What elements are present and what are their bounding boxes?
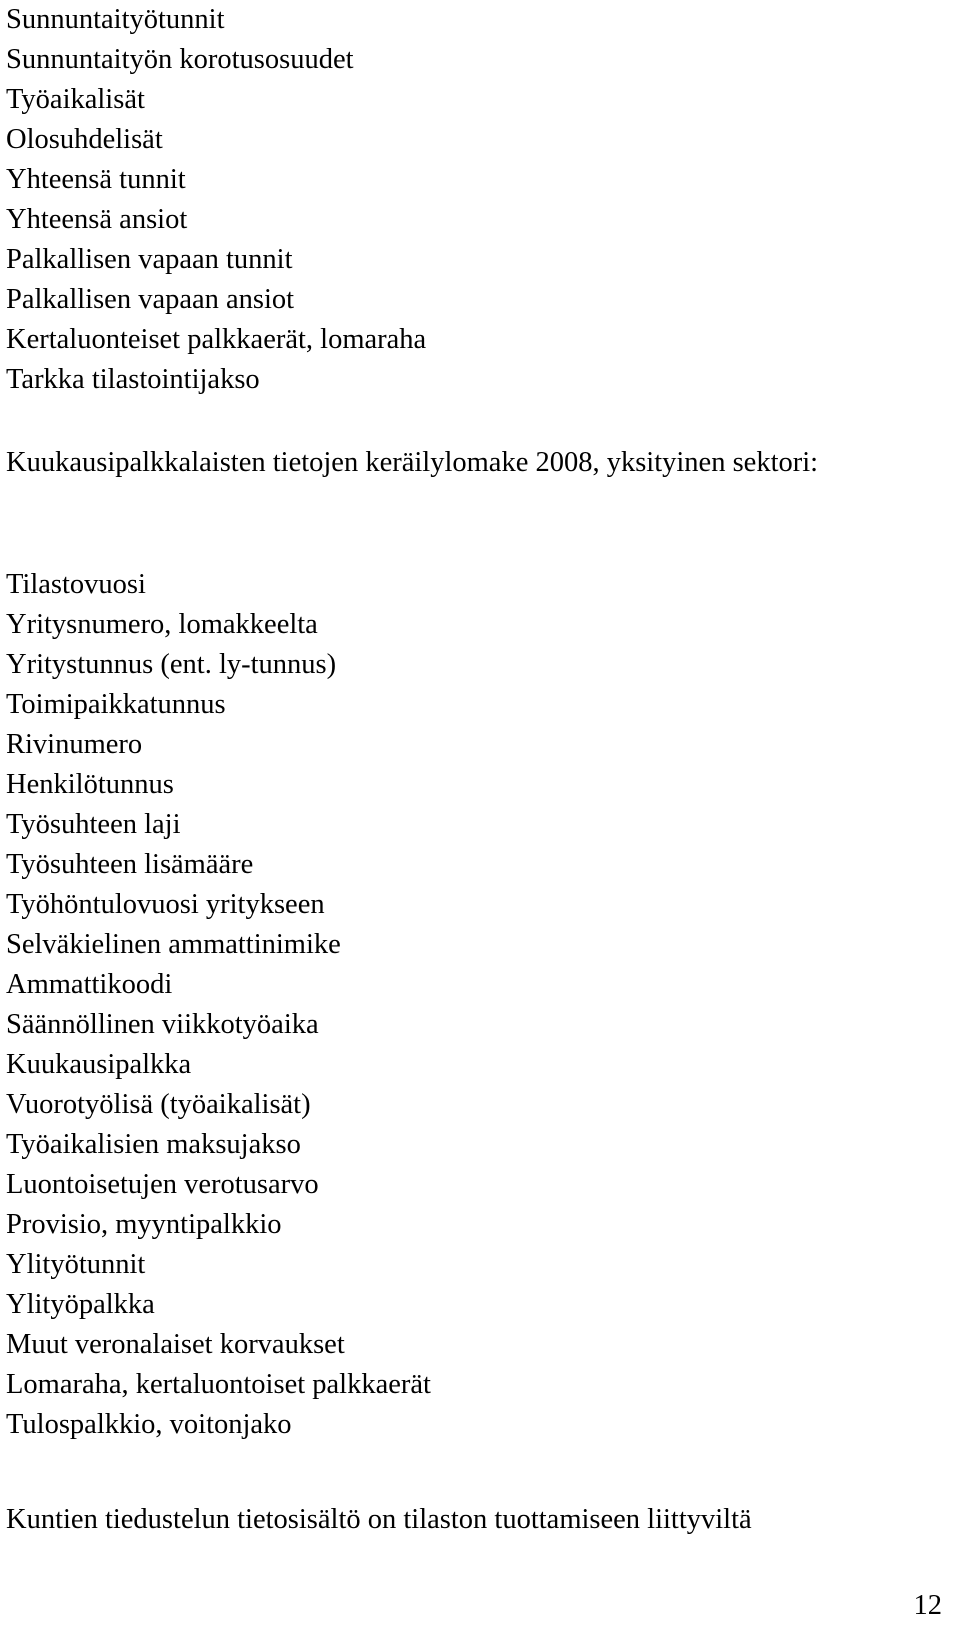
list-item: Yhteensä tunnit xyxy=(6,164,186,195)
list-item: Kertaluonteiset palkkaerät, lomaraha xyxy=(6,324,427,355)
list-item: Toimipaikkatunnus xyxy=(6,689,226,720)
section-heading-block xyxy=(6,443,906,483)
list-item: Lomaraha, kertaluontoiset palkkaerät xyxy=(6,1369,431,1400)
list-item: Työaikalisät xyxy=(6,84,145,115)
list-item: Tarkka tilastointijakso xyxy=(6,364,260,395)
list-item: Luontoisetujen verotusarvo xyxy=(6,1169,319,1200)
list-item: Säännöllinen viikkotyöaika xyxy=(6,1009,319,1040)
list-item: Olosuhdelisät xyxy=(6,124,163,155)
list-item: Yritystunnus (ent. ly-tunnus) xyxy=(6,649,337,680)
list-item: Palkallisen vapaan ansiot xyxy=(6,284,295,315)
list-item: Kuukausipalkka xyxy=(6,1049,192,1080)
list-item: Selväkielinen ammattinimike xyxy=(6,929,341,960)
list-item: Sunnuntaityötunnit xyxy=(6,4,225,35)
list-item: Vuorotyölisä (työaikalisät) xyxy=(6,1089,311,1120)
list-item: Tulospalkkio, voitonjako xyxy=(6,1409,292,1440)
list-item: Yhteensä ansiot xyxy=(6,204,188,235)
list-item: Muut veronalaiset korvaukset xyxy=(6,1329,345,1360)
list-item: Työsuhteen lisämääre xyxy=(6,849,254,880)
section-heading: Kuukausipalkkalaisten tietojen keräilylomake 2008, yksityinen sektori: xyxy=(6,447,819,478)
list-item: Työhöntulovuosi yritykseen xyxy=(6,889,325,920)
list-item: Sunnuntaityön korotusosuudet xyxy=(6,44,354,75)
list-item: Ylityötunnit xyxy=(6,1249,146,1280)
list-item: Työsuhteen laji xyxy=(6,809,181,840)
list-item: Tilastovuosi xyxy=(6,569,146,600)
list-item: Henkilötunnus xyxy=(6,769,174,800)
list-item: Yritysnumero, lomakkeelta xyxy=(6,609,318,640)
list-item: Provisio, myyntipalkkio xyxy=(6,1209,282,1240)
paragraph-text: Kuntien tiedustelun tietosisältö on tilaston tuottamiseen liittyviltä xyxy=(6,1504,752,1535)
field-list-private-sector xyxy=(6,565,431,1445)
list-item: Työaikalisien maksujakso xyxy=(6,1129,301,1160)
page-number: 12 xyxy=(913,1590,942,1621)
list-item: Palkallisen vapaan tunnit xyxy=(6,244,293,275)
field-list-continued xyxy=(6,0,426,400)
paragraph-block xyxy=(6,1500,752,1540)
list-item: Rivinumero xyxy=(6,729,143,760)
list-item: Ylityöpalkka xyxy=(6,1289,155,1320)
list-item: Ammattikoodi xyxy=(6,969,173,1000)
